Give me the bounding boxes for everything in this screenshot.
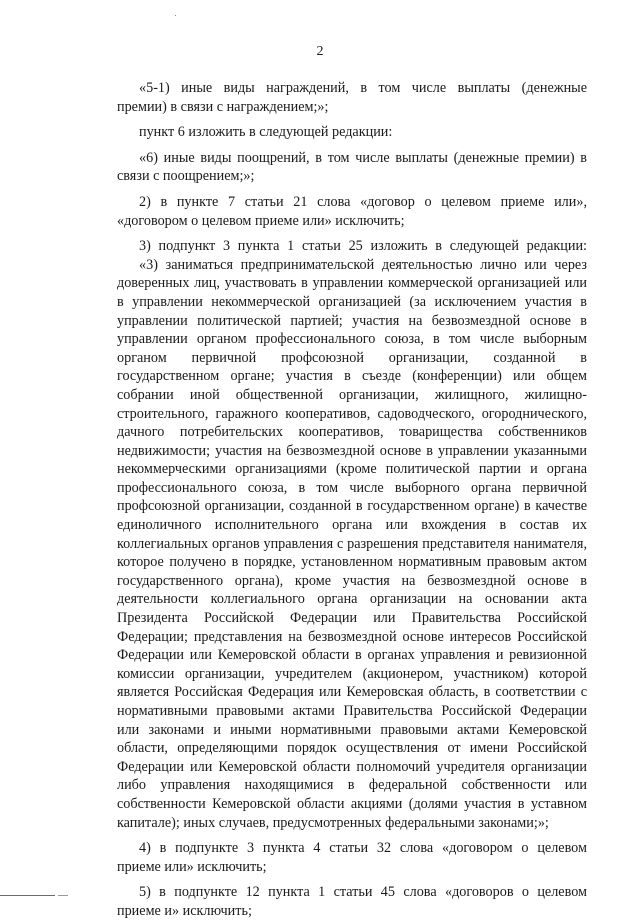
text-line: Федерации или Кемеровской области полномочий учредителя организации <box>117 758 587 775</box>
text-line: «3) заниматься предпринимательской деятельностью лично или через <box>139 256 587 273</box>
text-line: управлении политической партией; участия на безвозмездной основе в <box>117 312 587 329</box>
paragraph-gap <box>117 832 587 839</box>
text-line: пункт 6 изложить в следующей редакции: <box>139 124 393 141</box>
text-line: премии) в связи с награждением;»; <box>117 98 329 115</box>
text-line: единоличного исполнительного органа или вхождения в состав их <box>117 517 587 534</box>
scan-speck <box>175 15 176 16</box>
text-line: деятельности коллегиального органа организации на основании акта <box>117 591 587 608</box>
text-line: управлении органом профессионального союза, в том числе выборным <box>117 331 587 348</box>
text-line: является Российская Федерация или Кемеровская область, в соответствии с <box>117 684 587 701</box>
paragraph-gap <box>117 142 587 149</box>
page-number: 2 <box>316 44 324 59</box>
text-line: дачного потребительских кооперативов, товарищества собственников <box>117 424 587 441</box>
text-line: 2) в пункте 7 статьи 21 слова «договор о целевом приеме или», <box>139 193 587 210</box>
text-line: собственности Кемеровской области акциями (долями участия в уставном <box>117 795 587 812</box>
text-line: «5-1) иные виды награждений, в том числе выплаты (денежные <box>139 80 587 96</box>
text-line: или законами и иными нормативными правовыми актами Кемеровской <box>117 721 587 738</box>
text-line: 4) в подпункте 3 пункта 4 статьи 32 слова «договором о целевом <box>139 840 587 857</box>
text-line: нормативными правовыми актами Правительства Российской Федерации <box>117 703 587 719</box>
text-line: 3) подпункт 3 пункта 1 статьи 25 изложить в следующей редакции: <box>139 238 587 255</box>
paragraph-gap <box>117 876 587 883</box>
scan-edge-line <box>0 895 55 896</box>
text-line: Федерации; представления на безвозмездной основе интересов Российской <box>117 628 587 645</box>
text-line: Федерации или Кемеровской области в органах управления и ревизионной <box>117 647 587 664</box>
text-line: приеме и» исключить; <box>117 902 252 919</box>
text-line: органом первичной профсоюзной организации, созданной в <box>117 349 587 366</box>
text-line: которое получено в порядке, установленном нормативным правовым актом <box>117 554 587 571</box>
text-line: в управлении некоммерческой организацией (за исключением участия в <box>117 293 587 310</box>
paragraph-gap <box>117 116 587 123</box>
text-line: комиссии организации, учредителем (акционером, участником) которой <box>117 665 587 682</box>
scan-edge-line-short <box>58 895 68 896</box>
paragraph-gap <box>117 230 587 237</box>
text-line: государственного органа), кроме участия на безвозмездной основе в <box>117 572 587 589</box>
text-line: Президента Российской Федерации или Правительства Российской <box>117 610 587 627</box>
text-line: «договором о целевом приеме или» исключить; <box>117 212 405 229</box>
text-line: «6) иные виды поощрений, в том числе выплаты (денежные премии) в <box>139 149 587 166</box>
text-line: связи с поощрением;»; <box>117 168 255 185</box>
text-line: приеме или» исключить; <box>117 858 267 875</box>
text-line: области, определяющими порядок осуществления от имени Российской <box>117 740 587 757</box>
text-line: 5) в подпункте 12 пункта 1 статьи 45 слова «договоров о целевом <box>139 884 587 901</box>
text-line: доверенных лиц, участвовать в управлении коммерческой организацией или <box>117 275 587 292</box>
text-line: собрании иной общественной организации, жилищного, жилищно- <box>117 386 587 403</box>
text-line: коллегиальных органов управления с разрешения представителя нанимателя, <box>117 535 587 552</box>
text-line: профсоюзной организации, созданной в государственном органе) в качестве <box>117 498 587 515</box>
document-body <box>117 79 587 921</box>
paragraph-gap <box>117 186 587 193</box>
text-line: некоммерческими организациями (кроме политической партии и органа <box>117 461 587 478</box>
text-line: профессионального союза, в том числе выборного органа первичной <box>117 479 587 496</box>
text-line: либо управления находящимися в федеральной собственности или <box>117 777 587 794</box>
text-line: строительного, гаражного кооперативов, садоводческого, огороднического, <box>117 405 587 422</box>
text-line: недвижимости; участия на безвозмездной основе в управлении указанными <box>117 442 587 459</box>
text-line: капитале); иных случаев, предусмотренных федеральными законами;»; <box>117 814 549 831</box>
text-line: государственном органе; участия в съезде (конференции) или общем <box>117 368 587 385</box>
